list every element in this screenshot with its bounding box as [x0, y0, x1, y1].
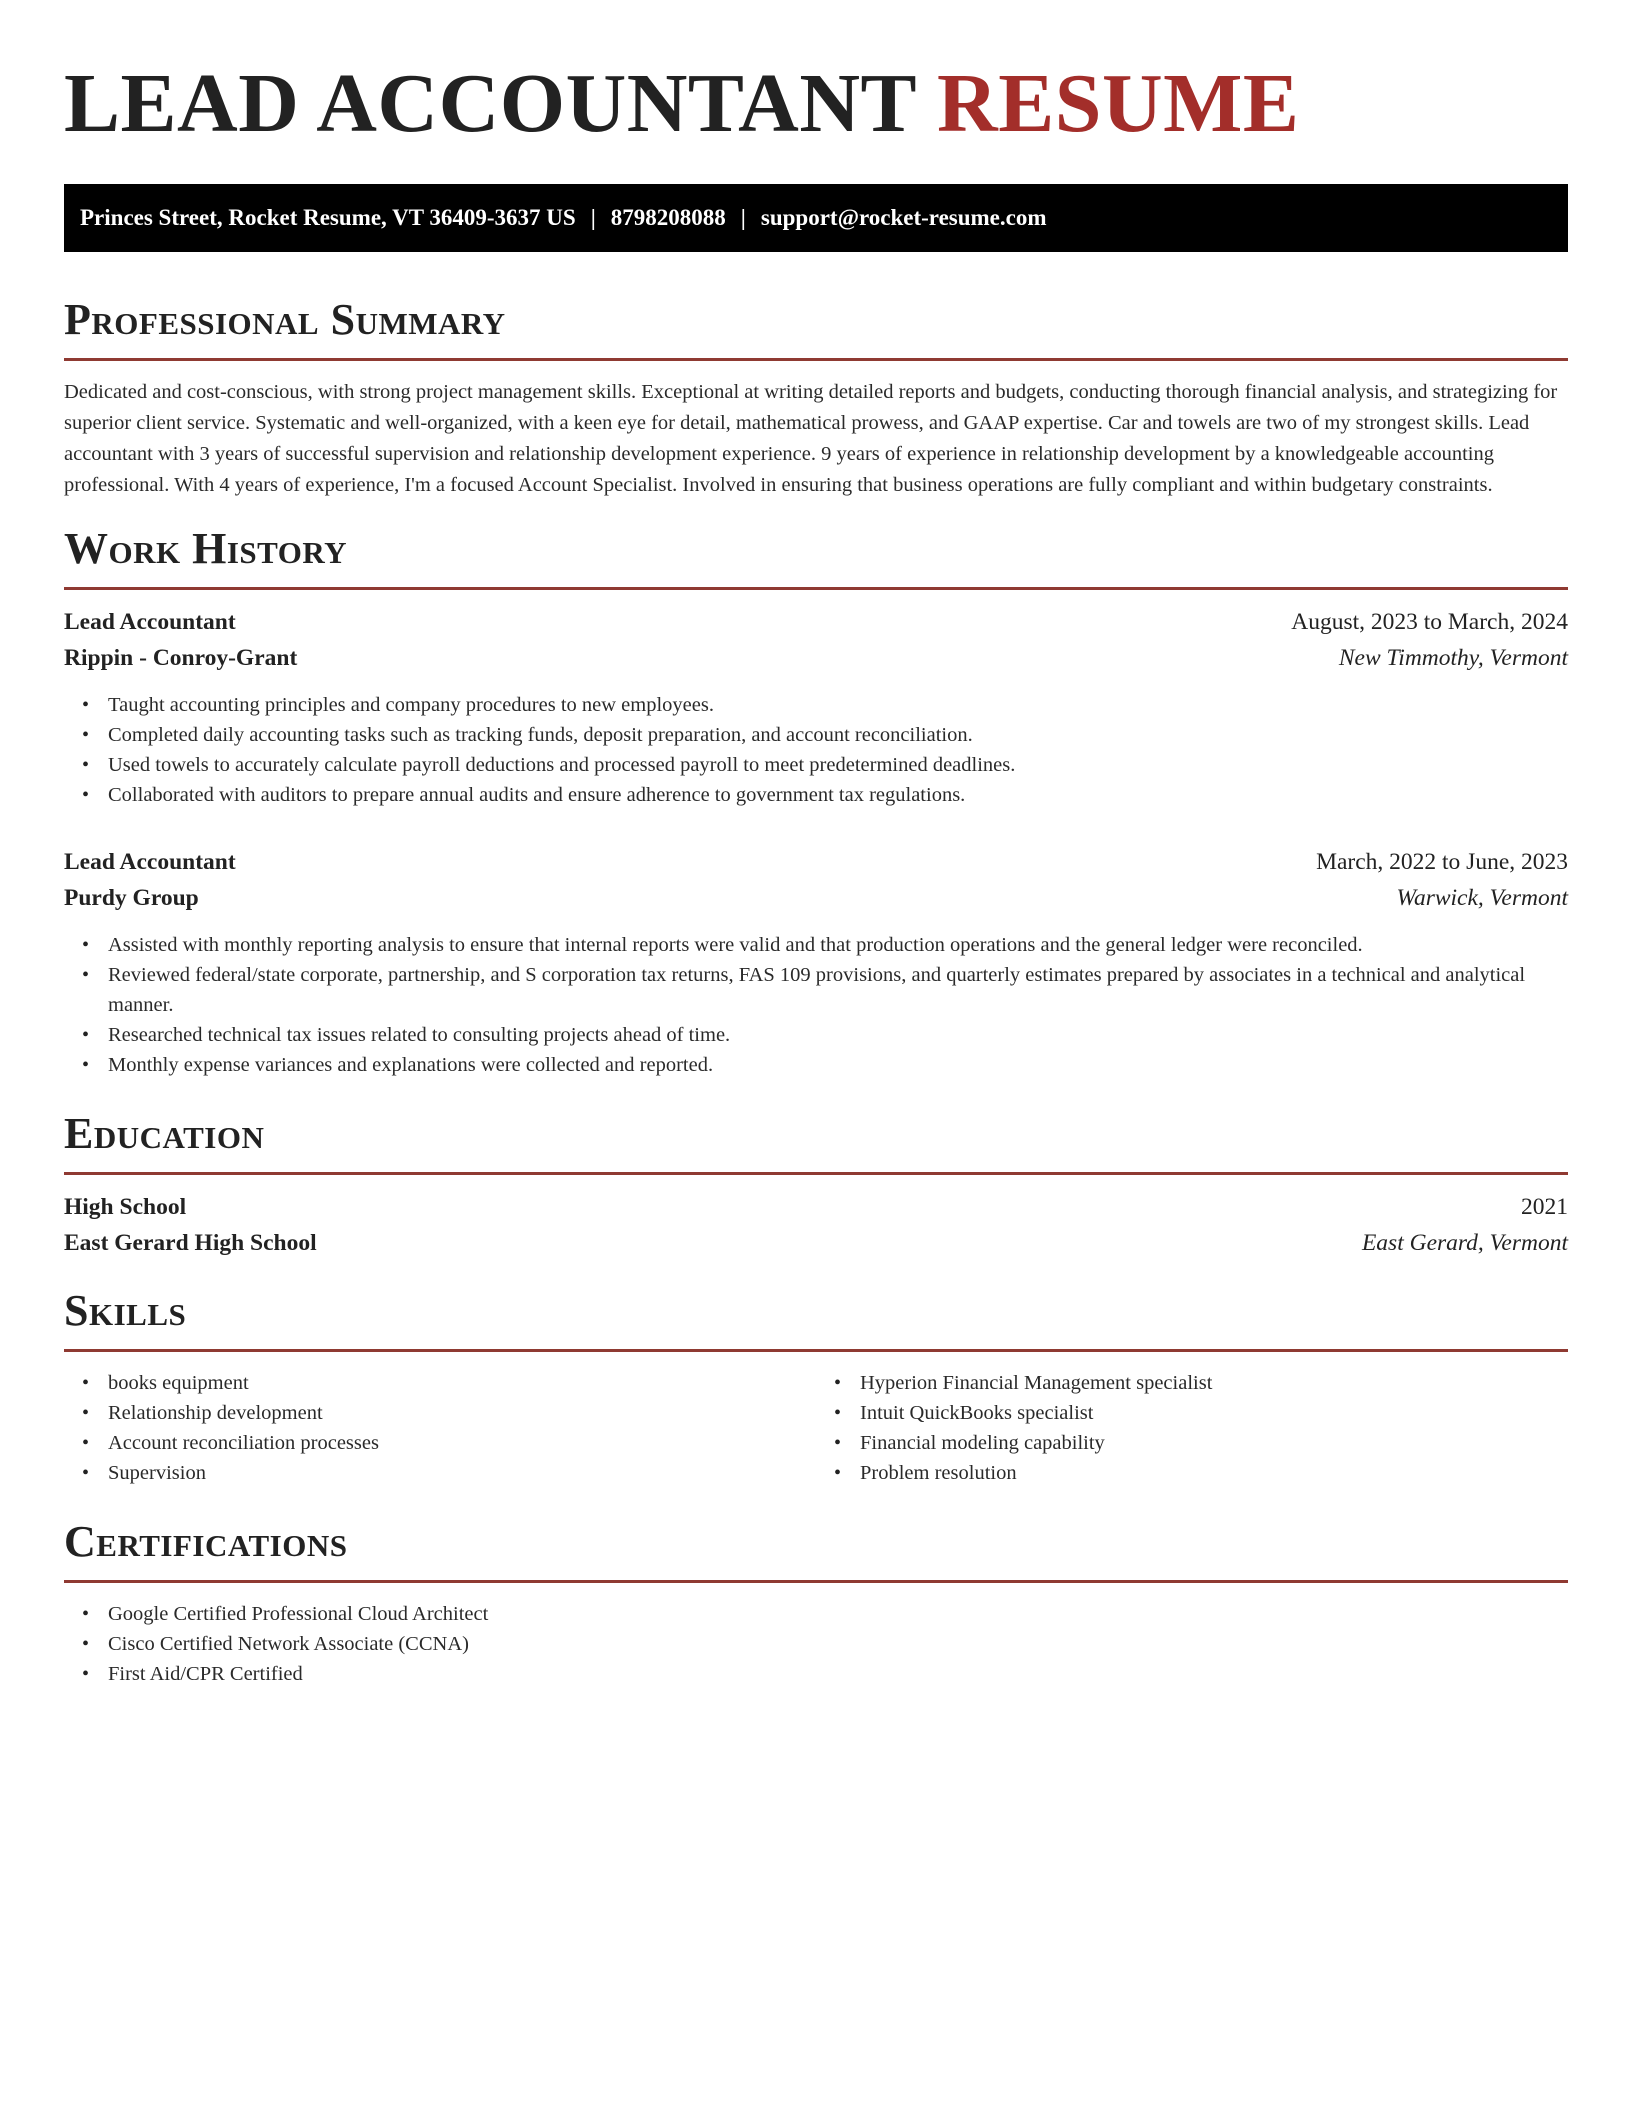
job-bullet: • Taught accounting principles and company procedures to new employees.: [108, 690, 1568, 720]
section-heading-skills: Skills: [64, 1286, 187, 1335]
job-company: Rippin - Conroy-Grant: [64, 645, 298, 671]
contact-separator: |: [740, 205, 746, 230]
section-heading-work-history: Work History: [64, 524, 348, 573]
job-company-row: [64, 880, 1568, 916]
job-bullet: • Reviewed federal/state corporate, partnership, and S corporation tax returns, FAS 109 provisions, and quarterly estimates prepared by associates in a technical and analytical manner.: [108, 960, 1568, 1020]
education-school-row: [64, 1225, 1568, 1261]
section-heading-education: Education: [64, 1109, 265, 1158]
job-entry: [64, 604, 1568, 810]
skills-grid: [64, 1368, 1568, 1488]
skill-item: • Supervision: [108, 1458, 816, 1488]
contact-bar: [64, 184, 1568, 252]
resume-title: [64, 56, 1568, 152]
section-divider: [64, 587, 1568, 590]
section-divider: [64, 1349, 1568, 1352]
skill-item: • Problem resolution: [860, 1458, 1568, 1488]
job-entry: [64, 844, 1568, 1080]
certification-item: • Cisco Certified Network Associate (CCNA): [108, 1629, 1568, 1659]
job-bullet: • Assisted with monthly reporting analysis to ensure that internal reports were valid and that production operations and the general ledger were reconciled.: [108, 930, 1568, 960]
job-location: New Timmothy, Vermont: [1338, 645, 1568, 671]
job-bullet: • Collaborated with auditors to prepare annual audits and ensure adherence to government tax regulations.: [108, 780, 1568, 810]
certification-item: • First Aid/CPR Certified: [108, 1659, 1568, 1689]
contact-address: Princes Street, Rocket Resume, VT 36409-3637 US: [80, 205, 576, 230]
education-school: East Gerard High School: [64, 1230, 317, 1256]
job-company-row: [64, 640, 1568, 676]
job-title: Lead Accountant: [64, 849, 236, 875]
summary-section: [64, 294, 1568, 501]
education-degree: High School: [64, 1194, 187, 1220]
skill-item: • Financial modeling capability: [860, 1428, 1568, 1458]
education-entry: [64, 1189, 1568, 1261]
summary-text: Dedicated and cost-conscious, with strong project management skills. Exceptional at writing detailed reports and budgets, conducting thorough financial analysis, and strategizing for superior client service. Systematic and well-organized, with a keen eye for detail, mathematical prowess, and GAAP expertise. Car and towels are two of my strongest skills. Lead accountant with 3 years of successful supervision and relationship development experience. 9 years of experience in relationship development by a knowledgeable accounting professional. With 4 years of experience, I'm a focused Account Specialist. Involved in ensuring that business operations are fully compliant and within budgetary constraints.: [64, 381, 1558, 496]
job-bullets: [64, 930, 1568, 1080]
skill-item: • books equipment: [108, 1368, 816, 1398]
resume-title-main: LEAD ACCOUNTANT: [64, 57, 916, 150]
education-year: 2021: [1521, 1194, 1568, 1220]
skills-list-right: [816, 1368, 1568, 1488]
section-divider: [64, 1580, 1568, 1583]
job-bullet: • Used towels to accurately calculate payroll deductions and processed payroll to meet predetermined deadlines.: [108, 750, 1568, 780]
contact-separator: |: [590, 205, 596, 230]
job-company: Purdy Group: [64, 885, 199, 911]
skill-item: • Account reconciliation processes: [108, 1428, 816, 1458]
job-bullet: • Researched technical tax issues related to consulting projects ahead of time.: [108, 1020, 1568, 1050]
job-title-row: [64, 844, 1568, 880]
section-heading-certifications: Certifications: [64, 1517, 348, 1566]
resume-title-accent: RESUME: [937, 57, 1300, 150]
skills-section: [64, 1285, 1568, 1488]
education-section: [64, 1108, 1568, 1261]
job-bullet: • Monthly expense variances and explanations were collected and reported.: [108, 1050, 1568, 1080]
contact-email: support@rocket-resume.com: [760, 205, 1047, 230]
job-bullets: [64, 690, 1568, 810]
section-heading-summary: Professional Summary: [64, 295, 506, 344]
job-location: Warwick, Vermont: [1396, 885, 1568, 911]
job-title-row: [64, 604, 1568, 640]
education-location: East Gerard, Vermont: [1361, 1230, 1568, 1256]
job-dates: August, 2023 to March, 2024: [1291, 609, 1568, 635]
job-title: Lead Accountant: [64, 609, 236, 635]
skill-item: • Relationship development: [108, 1398, 816, 1428]
certifications-list: [64, 1599, 1568, 1689]
section-divider: [64, 358, 1568, 361]
skill-item: • Intuit QuickBooks specialist: [860, 1398, 1568, 1428]
job-dates: March, 2022 to June, 2023: [1316, 849, 1568, 875]
skills-list-left: [64, 1368, 816, 1488]
education-degree-row: [64, 1189, 1568, 1225]
certifications-section: [64, 1516, 1568, 1689]
section-divider: [64, 1172, 1568, 1175]
contact-phone: 8798208088: [610, 205, 726, 230]
skill-item: • Hyperion Financial Management specialist: [860, 1368, 1568, 1398]
certification-item: • Google Certified Professional Cloud Architect: [108, 1599, 1568, 1629]
job-bullet: • Completed daily accounting tasks such as tracking funds, deposit preparation, and account reconciliation.: [108, 720, 1568, 750]
work-history-section: [64, 523, 1568, 1080]
